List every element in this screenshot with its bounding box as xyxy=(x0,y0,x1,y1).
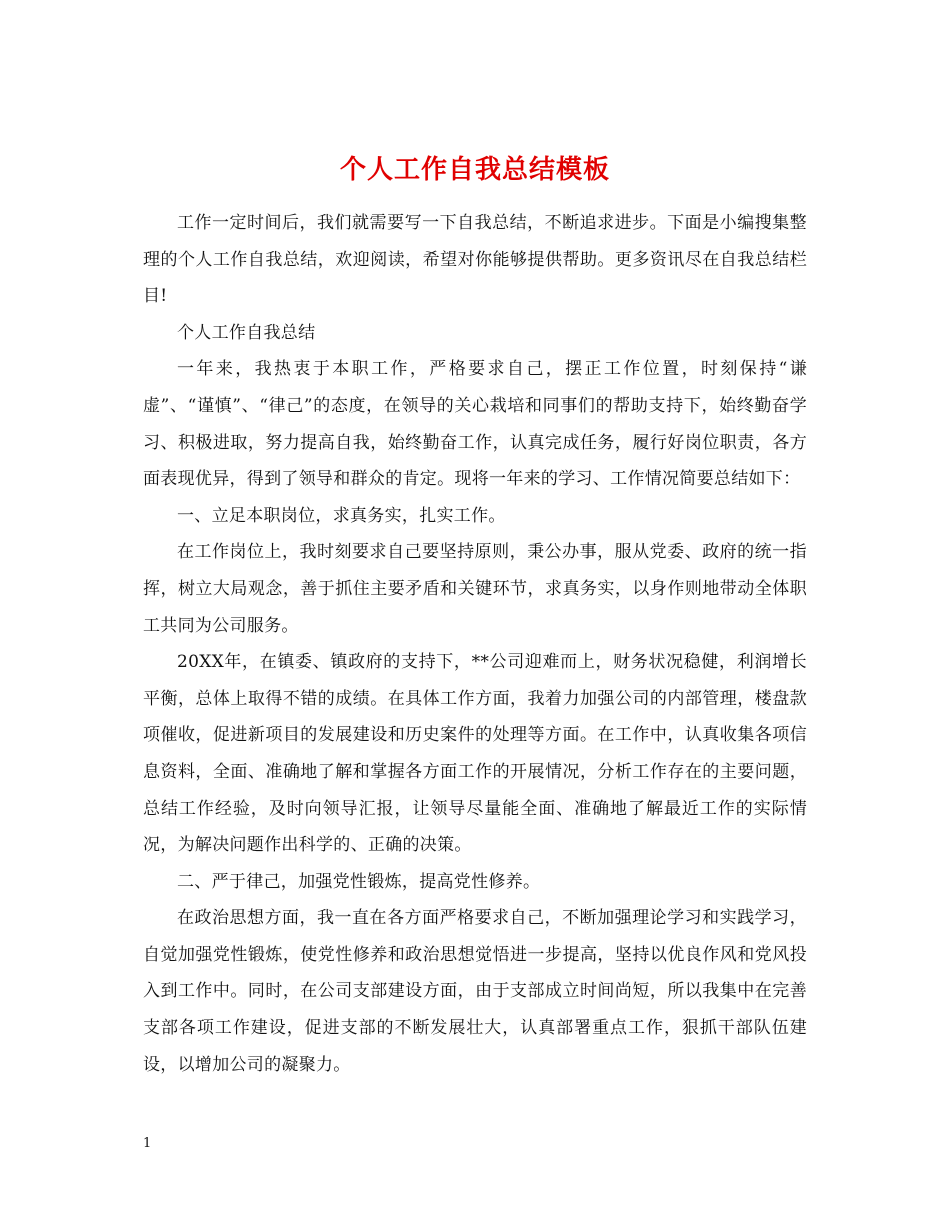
subsection-heading: 一、立足本职岗位，求真务实，扎实工作。 xyxy=(177,505,506,526)
document-title: 个人工作自我总结模板 xyxy=(339,155,610,186)
document-body xyxy=(143,205,807,1083)
body-paragraph: 在政治思想方面，我一直在各方面严格要求自己，不断加强理论学习和实践学习，自觉加强党性锻炼，使党性修养和政治思想觉悟进一步提高，坚持以优良作风和党风投入到工作中。同时，在公司支部建设方面，由于支部成立时间尚短，所以我集中在完善支部各项工作建设，促进支部的不断发展壮大，认真部署重点工作，狠抓干部队伍建设，以增加公司的凝聚力。 xyxy=(143,908,807,1075)
subsection-heading: 二、严于律己，加强党性锻炼，提高党性修养。 xyxy=(177,871,541,892)
body-paragraph: 在工作岗位上，我时刻要求自己要坚持原则，秉公办事，服从党委、政府的统一指挥，树立大局观念，善于抓住主要矛盾和关键环节，求真务实，以身作则地带动全体职工共同为公司服务。 xyxy=(143,542,807,636)
body-paragraph: 20XX年，在镇委、镇政府的支持下，**公司迎难而上，财务状况稳健，利润增长平衡，总体上取得不错的成绩。在具体工作方面，我着力加强公司的内部管理，楼盘款项催收，促进新项目的发展建设和历史案件的处理等方面。在工作中，认真收集各项信息资料，全面、准确地了解和掌握各方面工作的开展情况，分析工作存在的主要问题，总结工作经验，及时向领导汇报，让领导尽量能全面、准确地了解最近工作的实际情况，为解决问题作出科学的、正确的决策。 xyxy=(143,652,807,856)
page-number: 1 xyxy=(143,1136,152,1151)
intro-paragraph: 工作一定时间后，我们就需要写一下自我总结，不断追求进步。下面是小编搜集整理的个人工作自我总结，欢迎阅读，希望对你能够提供帮助。更多资讯尽在自我总结栏目! xyxy=(143,213,807,307)
section-heading: 个人工作自我总结 xyxy=(177,322,316,343)
body-paragraph: 一年来，我热衷于本职工作，严格要求自己，摆正工作位置，时刻保持“谦虚”、“谨慎”、“律己”的态度，在领导的关心栽培和同事们的帮助支持下，始终勤奋学习、积极进取，努力提高自我，始终勤奋工作，认真完成任务，履行好岗位职责，各方面表现优异，得到了领导和群众的肯定。现将一年来的学习、工作情况简要总结如下： xyxy=(143,359,807,490)
